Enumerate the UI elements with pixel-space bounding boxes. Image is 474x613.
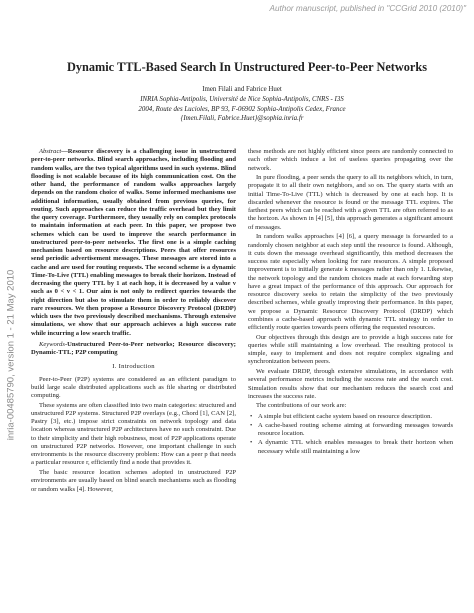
- hal-side-stamp-text: inria-00485790, version 1 - 21 May 2010: [5, 269, 17, 441]
- affiliation-line-2: 2004, Route des Lucioles, BP 93, F-06902 Sophia-Antipolis Cedex, France: [138, 105, 346, 113]
- intro-paragraph: The contributions of our work are:: [256, 402, 347, 410]
- intro-paragraph: Peer-to-Peer (P2P) systems are considered as an efficient paradigm to build large scale distributed applications such as file sharing or distributed computing.: [31, 375, 236, 399]
- list-item: • A cache-based routing scheme aiming at forwarding messages towards resource location.: [248, 422, 453, 439]
- intro-paragraph: In random walks approaches [4] [6], a query message is forwarded to a randomly chosen neighbor at each step until the resource is found. Although, it cuts down the message overhead significantly, this method decreases the success rate especially when looking for rare resources. A simple proposed improvement is to initially generate k messages rather than only 1. Likewise, the network topology and the random choices made at each forwarding step have a great impact of the performance of this approach. Our approach for resource discovery seeks to retain the simplicity of the two previously described schemes, while greatly improving their performance. In this paper, we propose a Dynamic Resource Discovery Protocol (DRDP) which combines a cache-based approach with dynamic TTL strategy in order to efficiently route queries towards peers offering the requested resources.: [248, 233, 453, 332]
- abstract: [31, 148, 236, 338]
- affiliation-line-1: INRIA Sophia-Antipolis, Université de Nice Sophia-Antipolis, CNRS - I3S: [140, 95, 344, 103]
- intro-paragraph: These systems are often classified into two main categories: structured and unstructured P2P systems. Structured P2P overlays (e.g., Chord [1], CAN [2], Pastry [3], etc.) impose strict constraints on network topology and data location whereas unstructured P2P architectures have no such constraint. Due to their simplicity and their high robustness, most of P2P applications operate on unstructured P2P networks. However, one important challenge in such environments is the resource discovery problem: How can a peer p that needs a particular resource r, efficiently find a node that provides it.: [31, 401, 236, 467]
- author-emails: {Imen.Filali, Fabrice.Huet}@sophia.inria.fr: [180, 115, 304, 123]
- keywords: [31, 341, 236, 358]
- abstract-lead: Abstract: [39, 148, 62, 155]
- keywords-text: -Unstructured Peer-to-Peer networks; Resource discovery; Dynamic-TTL; P2P computing: [31, 340, 236, 356]
- hal-side-stamp: [3, 250, 19, 460]
- list-item: • A simple but efficient cache system based on resource description.: [248, 413, 453, 421]
- intro-paragraph: Our objectives through this design are to provide a high success rate for queries while still maintaining a low overhead. The resulting protocol is simple, easy to implement and does not require complex signaling and synchronization between peers.: [248, 333, 453, 366]
- author-block: [30, 85, 454, 124]
- manuscript-header: Author manuscript, published in "CCGrid 2010 (2010)": [269, 4, 466, 13]
- intro-paragraph: In pure flooding, a peer sends the query to all its neighbors which, in turn, propagate it to all their own neighbors, and so on. The query starts with an initial Time-To-Live (TTL) which is decreased by one at each hop. It is discarded whenever the resource is found or the message TTL expires. The farthest peers which can be reached with a given TTL are often referred to as the horizon. As shown in [4] [5], this approach generates a significant amount of messages.: [248, 174, 453, 231]
- intro-paragraph: The basic resource location schemes adopted in unstructured P2P environments are usually based on blind search mechanisms such as flooding or random walks [4]. However,: [31, 469, 236, 493]
- left-column: [31, 148, 236, 495]
- list-item: • A dynamic TTL which enables messages to break their horizon when necessary while still maintaining a low: [248, 439, 453, 456]
- author-names: Imen Filali and Fabrice Huet: [202, 86, 282, 93]
- intro-paragraph: these methods are not highly efficient since peers are randomly connected to each other which induce a lot of useless queries propagating over the network.: [248, 148, 453, 172]
- paper-title: Dynamic TTL-Based Search In Unstructured Peer-to-Peer Networks: [67, 60, 427, 74]
- intro-paragraph: We evaluate DRDP, through extensive simulations, in accordance with several performance metrics including the success rate and the search cost. Simulation results show that our mechanism reduces the search cost and increases the success rate.: [248, 368, 453, 400]
- section-heading-introduction: I. Introduction: [112, 363, 155, 371]
- abstract-text: —Resource discovery is a challenging issue in unstructured peer-to-peer networks. Blind search approaches, including flooding and random walks, are the two typical algorithms used in such systems. Blind flooding is not scalable because of its high communication cost. On the other hand, the performance of random walks approaches largely depends on the random choice of walks. Some informed mechanisms use additional information, usually obtained from previous queries, for routing. Such approaches can reduce the traffic overhead but they limit the query coverage. Furthermore, they usually rely on complex protocols to maintain information at each peer. In this paper, we propose two schemes which can be used to improve the search performance in unstructured peer-to-peer networks. The first one is a simple caching mechanism based on resource descriptions. Peers that offer resources send periodic advertisement messages. These messages are stored into a cache and are used for routing requests. The second scheme is a dynamic Time-To-Live (TTL) enabling messages to break their horizon. Instead of decreasing the query TTL by 1 at each hop, it is decreased by a value v such as 0 < v < 1. Our aim is not only to redirect queries towards the right direction but also to stimulate them in order to reliably discover rare resources. We then propose a Resource Discovery Protocol (DRDP) which uses the two previously described mechanisms. Through extensive simulations, we show that our approach achieves a high success rate while incurring a low search traffic.: [31, 148, 236, 337]
- right-column: [248, 148, 453, 457]
- keywords-lead: Keywords: [39, 340, 65, 348]
- contributions-list: [248, 413, 453, 456]
